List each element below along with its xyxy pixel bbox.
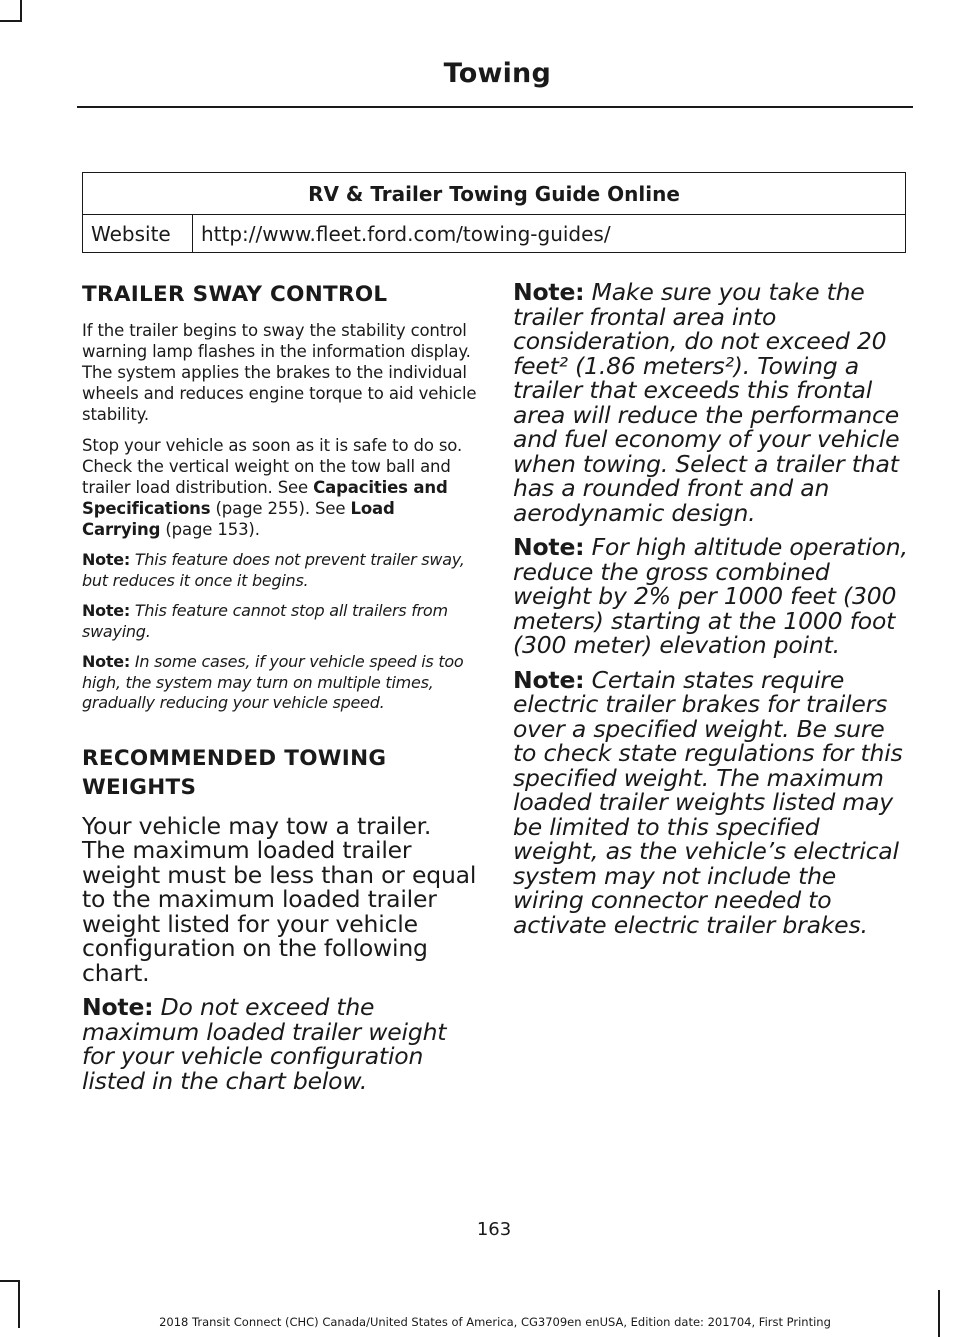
crop-mark-bottom-left [18, 1280, 20, 1328]
sway-paragraph-2 [82, 435, 478, 540]
page-title: Towing [443, 58, 551, 89]
note-label: Note: [513, 533, 585, 561]
note-label: Note: [82, 652, 131, 671]
table-row [83, 215, 906, 253]
heading-line-2: WEIGHTS [82, 774, 197, 800]
page-number: 163 [476, 1219, 512, 1240]
towing-guide-table [82, 172, 906, 253]
table-title: RV & Trailer Towing Guide Online [83, 173, 906, 215]
note-text: This feature cannot stop all trailers from swaying. [82, 601, 448, 641]
note [513, 665, 908, 939]
weights-paragraph: Your vehicle may tow a trailer. The maximum loaded trailer weight must be less than or equal to the maximum loaded trailer weight listed for your vehicle configuration on the following chart. [82, 811, 477, 987]
note [82, 652, 478, 714]
table-cell-value: http://www.fleet.ford.com/towing-guides/ [193, 215, 906, 253]
right-column [513, 280, 908, 937]
note-label: Note: [82, 993, 154, 1021]
page-header [77, 58, 913, 108]
note-text: In some cases, if your vehicle speed is too high, the system may turn on multiple times, gradually reducing your vehicle speed. [82, 652, 464, 712]
note [513, 280, 908, 525]
note-text: Do not exceed the maximum loaded trailer weight for your vehicle configuration listed in the chart below. [82, 993, 447, 1095]
crop-mark-bottom-left [0, 1280, 20, 1282]
sway-paragraph-2-text: Stop your vehicle as soon as it is safe to do so. Check the vertical weight on the tow ball and trailer load distribution. See [82, 436, 463, 497]
note [513, 535, 908, 658]
crop-mark-top-left [0, 20, 22, 22]
sway-paragraph-1: If the trailer begins to sway the stability control warning lamp flashes in the information display. The system applies the brakes to the individual wheels and reduces engine torque to aid vehicle stability. [82, 321, 477, 424]
note [82, 550, 478, 591]
note-label: Note: [82, 550, 131, 569]
note-text: Certain states require electric trailer brakes for trailers over a specified weight. Be sure to check state regulations for this specified weight. The maximum loaded trailer weights listed may be limited to this specified weight, as the vehicle’s electrical system may not include the wiring connector needed to activate electric trailer brakes. [513, 665, 903, 939]
note [82, 995, 478, 1093]
sway-paragraph-2-end: (page 153). [160, 520, 260, 539]
note-text: This feature does not prevent trailer sway, but reduces it once it begins. [82, 550, 465, 590]
heading-line-1: RECOMMENDED TOWING [82, 745, 387, 771]
sway-paragraph-2-mid: (page 255). See [210, 499, 351, 518]
note-text: Make sure you take the trailer frontal area into consideration, do not exceed 20 feet² (1.86 meters²). Towing a trailer that exceeds this frontal area will reduce the performance and fuel economy of your vehicle when towing. Select a trailer that has a rounded front and an aerodynamic design. [513, 278, 900, 527]
section-heading-recommended-towing-weights [82, 744, 478, 802]
note [82, 601, 478, 642]
link-capacities-and-specifications[interactable]: Capacities and Specifications [82, 478, 448, 518]
crop-mark-top-left [20, 0, 22, 22]
section-heading-trailer-sway-control: TRAILER SWAY CONTROL [82, 282, 388, 307]
note-label: Note: [82, 601, 131, 620]
table-cell-label: Website [83, 215, 193, 253]
note-label: Note: [513, 665, 585, 694]
left-column [82, 280, 478, 1093]
note-label: Note: [513, 278, 585, 306]
crop-mark-bottom-right [938, 1290, 940, 1337]
note-text: For high altitude operation, reduce the gross combined weight by 2% per 1000 feet (300 meters) starting at the 1000 foot (300 meter) elevation point. [513, 533, 908, 659]
link-load-carrying[interactable]: Load Carrying [82, 499, 395, 539]
footer-edition-info: 2018 Transit Connect (CHC) Canada/United States of America, CG3709en enUSA, Edition date: 201704, First Printing [159, 1315, 831, 1329]
